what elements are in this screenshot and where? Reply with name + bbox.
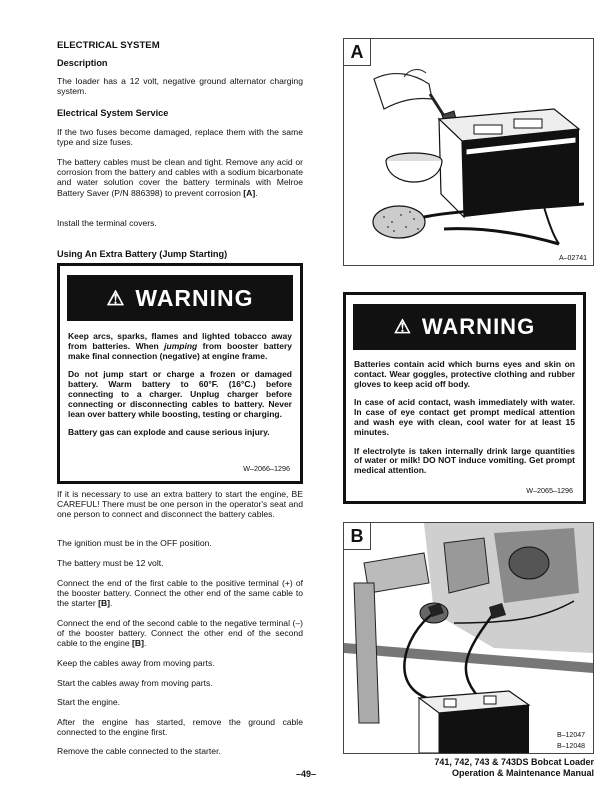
warning-paragraph-3: Battery gas can explode and cause serious injury. [68, 427, 270, 438]
negative-figure-ref: [B] [132, 638, 144, 649]
positive-figure-ref: [B] [98, 598, 111, 609]
figure-b-label: B [344, 523, 371, 550]
start-away-text: Start the cables away from moving parts. [57, 678, 213, 688]
jump-start-heading: Using An Extra Battery (Jump Starting) [57, 249, 228, 259]
after-start-text: After the engine has started, remove the ground cable connected to the engine first. [57, 717, 303, 738]
fuse-text: If the two fuses become damaged, replace them with the same type and size fuses. [57, 127, 303, 148]
remove-cable-text: Remove the cable connected to the starter. [57, 746, 221, 756]
warning-paragraph-1 [68, 332, 292, 361]
warning-box-acid [343, 292, 586, 504]
jump-start-engine-illustration [344, 523, 593, 753]
manual-footer [434, 757, 594, 779]
warning-paragraph-2: In case of acid contact, wash immediately with water. In case of eye contact get prompt medical attention and wash eye with clean, cool water for at least 15 minutes. [354, 397, 575, 437]
start-engine-text: Start the engine. [57, 697, 121, 707]
figure-a-label: A [344, 39, 371, 66]
footer-model-line: 741, 742, 743 & 743DS Bobcat Loader [434, 757, 594, 767]
description-text: The loader has a 12 volt, negative ground alternator charging system. [57, 76, 303, 97]
warning-text-emphasis: jumping [164, 340, 198, 351]
warning-code: W–2066–1296 [243, 464, 290, 473]
figure-b [343, 522, 594, 754]
negative-cable-text-end: . [143, 638, 147, 649]
twelve-volt-text: The battery must be 12 volt. [57, 558, 164, 568]
warning-paragraph-1: Batteries contain acid which burns eyes and skin on contact. Wear goggles, protective clothing and rubber gloves to keep acid off body. [354, 359, 575, 389]
warning-title: WARNING [135, 284, 254, 311]
cables-text-end: . [255, 187, 258, 198]
negative-cable-paragraph [57, 618, 303, 649]
ignition-off-text: The ignition must be in the OFF position. [57, 538, 212, 548]
cables-paragraph [57, 157, 303, 198]
warning-header [353, 304, 576, 350]
warning-paragraph-3: If electrolyte is taken internally drink large quantities of water or milk! DO NOT induce vomiting. Get prompt medical attention. [354, 445, 575, 476]
warning-box-jump [57, 263, 303, 484]
warning-triangle-icon: ⚠ [106, 287, 126, 310]
figure-a-code: A–02741 [558, 255, 587, 262]
service-heading: Electrical System Service [57, 108, 169, 118]
figure-a [343, 38, 594, 266]
install-text: Install the terminal covers. [57, 218, 157, 228]
positive-cable-text-end: . [110, 598, 113, 609]
positive-cable-paragraph [57, 578, 303, 609]
warning-header [67, 275, 293, 321]
figure-b-code-1: B–12047 [556, 732, 585, 739]
warning-triangle-icon: ⚠ [393, 316, 412, 338]
cables-figure-ref: [A] [243, 187, 256, 198]
page-number: –49– [295, 769, 317, 779]
warning-title: WARNING [421, 314, 536, 339]
keep-away-text: Keep the cables away from moving parts. [57, 658, 215, 668]
battery-cleaning-illustration [344, 39, 593, 265]
warning-text: from booster battery make final connection (negative) at engine frame. [68, 340, 292, 361]
figure-b-code-2: B–12048 [556, 743, 585, 750]
positive-cable-text: Connect the end of the first cable to the positive terminal (+) of the booster battery. Connect the other end of the same cable to the starter [57, 578, 303, 609]
cables-text: The battery cables must be clean and tight. Remove any acid or corrosion from the battery and cables with a sodium bicarbonate and water solution cover the battery terminals with Melroe Battery Saver (P/N 886398) to prevent corrosion [57, 157, 303, 198]
warning-text: Keep arcs, sparks, flames and lighted tobacco away from batteries. When [68, 331, 292, 351]
warning-paragraph-2: Do not jump start or charge a frozen or damaged battery. Warm battery to 60°F. (16°C.) before connecting to a charger. Unplug charger before connecting or disconnecting cables to battery. Never lean over battery while boosting, testing or charging. [68, 369, 292, 419]
extra-battery-text: If it is necessary to use an extra battery to start the engine, BE CAREFUL! There must be one person in the operator's seat and one person to connect and disconnect the battery cables. [57, 489, 303, 520]
description-heading: Description [57, 58, 108, 68]
warning-code: W–2065–1296 [526, 486, 573, 495]
footer-manual-line: Operation & Maintenance Manual [451, 768, 594, 778]
section-title: ELECTRICAL SYSTEM [57, 40, 160, 51]
negative-cable-text: Connect the end of the second cable to the negative terminal (–) of the booster battery. Connect the other end of the second cable to the engine [57, 618, 303, 649]
